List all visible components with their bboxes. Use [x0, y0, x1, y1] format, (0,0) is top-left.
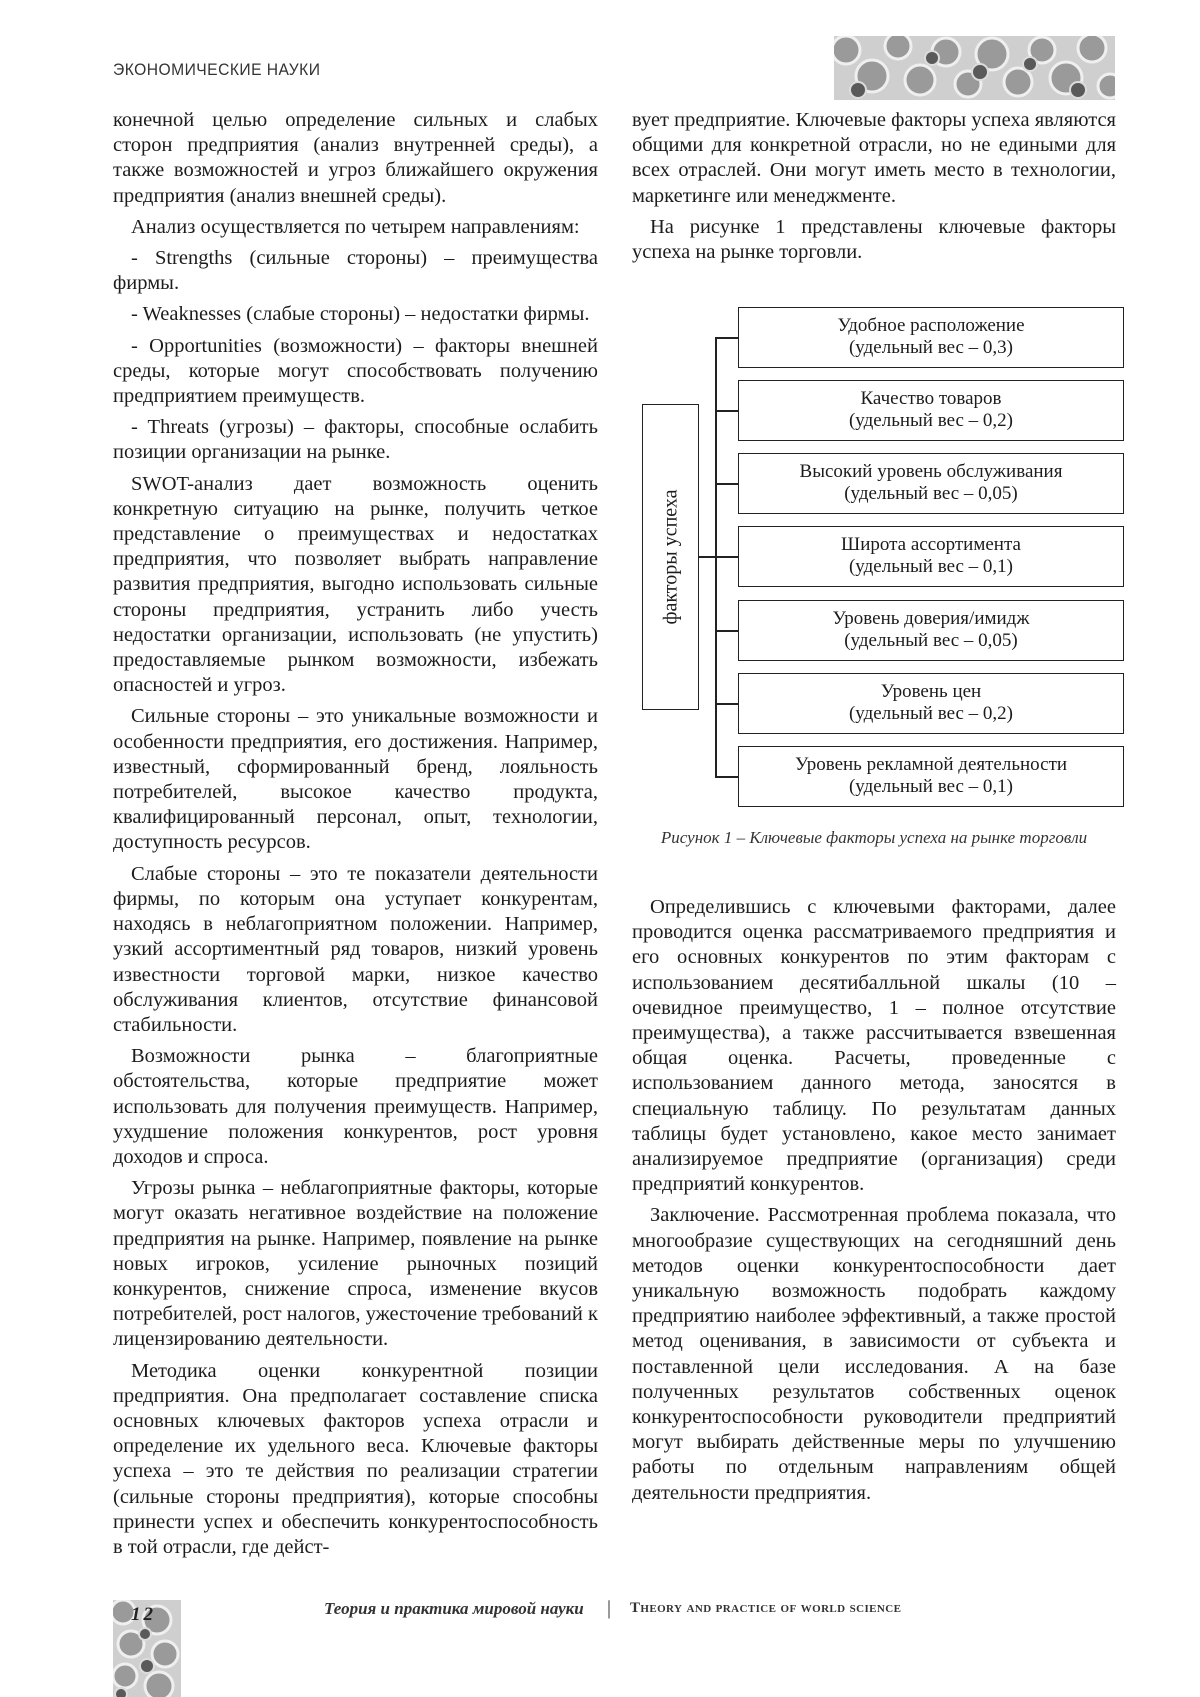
connector-line [715, 776, 738, 778]
factor-name: Уровень доверия/имидж [832, 608, 1030, 629]
list-item: - Threats (угрозы) – факторы, способные ослабить позиции организации на рынке. [113, 416, 598, 464]
factor-box [738, 453, 1124, 514]
connector-line [715, 410, 738, 412]
paragraph: Заключение. Рассмотренная проблема показала, что многообразие существующих на сегодняшний день методов оценки конкурентоспособности дает уникальную возможность подобрать каждому предприятию наиболее эффективный, а также простой метод оценивания, в зависимости от субъекта и поставленной цели исследования. А на базе полученных результатов собственных оценок конкурентоспособности руководители предприятий могут выбирать действенные меры по улучшению работы по отдельным направлениям общей деятельности предприятия. [632, 1204, 1116, 1504]
factor-weight: (удельный вес – 0,2) [848, 410, 1013, 431]
factor-box [738, 526, 1124, 587]
header-decorative-pattern [834, 36, 1115, 100]
right-column-top [632, 108, 1116, 271]
paragraph: Анализ осуществляется по четырем направлениям: [131, 215, 580, 238]
factor-weight: (удельный вес – 0,05) [844, 630, 1018, 651]
connector-line [715, 337, 738, 339]
factor-box [738, 380, 1124, 441]
list-item: - Weaknesses (слабые стороны) – недостатки фирмы. [131, 303, 590, 326]
connector-line [699, 556, 715, 558]
list-item: - Opportunities (возможности) – факторы внешней среды, которые могут способствовать получению предприятием преимуществ. [113, 334, 598, 408]
paragraph: Слабые стороны – это те показатели деятельности фирмы, по которым она уступает конкурентам, находясь в неблагоприятном положении. Например, узкий ассортиментный ряд товаров, низкий уровень известности торговой марки, низкое качество обслуживания клиентов, отсутствие финансовой стабильности. [113, 862, 598, 1036]
left-column [113, 108, 598, 1566]
factor-box [738, 600, 1124, 661]
factor-box [738, 746, 1124, 807]
footer-separator: | [607, 1597, 612, 1619]
factor-name: Широта ассортимента [841, 534, 1021, 555]
factor-box [738, 307, 1124, 368]
diagram-root-label: факторы успеха [659, 489, 681, 625]
figure-caption: Рисунок 1 – Ключевые факторы успеха на рынке торговли [660, 828, 1088, 847]
paragraph: Угрозы рынка – неблагоприятные факторы, которые могут оказать негативное воздействие на положение предприятия на рынке. Например, появление на рынке новых игроков, усиление рыночных позиций конкурентов, снижение спроса, изменение вкусов потребителей, рост налогов, ужесточение требований к лицензированию деятельности. [113, 1177, 598, 1351]
list-item: - Strengths (сильные стороны) – преимущества фирмы. [113, 247, 598, 295]
factor-weight: (удельный вес – 0,3) [848, 337, 1013, 358]
factor-weight: (удельный вес – 0,05) [844, 483, 1018, 504]
factor-name: Уровень рекламной деятельности [794, 754, 1068, 775]
diagram-root-box [642, 404, 699, 710]
paragraph: SWOT-анализ дает возможность оценить конкретную ситуацию на рынке, получить четкое представление о преимуществах и недостатках предприятия, что позволяет выбрать направление развития предприятия, выгодно использовать сильные стороны предприятия, устранить либо учесть недостатки организации, использовать (не упустить) предоставляемые рынком возможности, избежать опасностей и угроз. [113, 472, 598, 697]
connector-line [715, 556, 738, 558]
connector-line [715, 703, 738, 705]
factor-weight: (удельный вес – 0,1) [848, 776, 1013, 797]
paragraph: Возможности рынка – благоприятные обстоятельства, которые предприятие может использовать для получения преимуществ. Например, ухудшение положения конкурентов, рост уровня доходов и спроса. [113, 1045, 598, 1168]
connector-line [715, 483, 738, 485]
right-column-bottom [632, 895, 1116, 1512]
page-number: 12 [131, 1604, 156, 1625]
factor-weight: (удельный вес – 0,1) [848, 556, 1013, 577]
paragraph: Методика оценки конкурентной позиции предприятия. Она предполагает составление списка основных ключевых факторов успеха отрасли и определение их удельного веса. Ключевые факторы успеха – это те действия по реализации стратегии (сильные стороны предприятия), которые способны принести успех и обеспечить конкурентоспособность в той отрасли, где дейст- [113, 1359, 598, 1558]
factor-name: Удобное расположение [837, 315, 1025, 336]
connector-line [715, 630, 738, 632]
paragraph: Определившись с ключевыми факторами, далее проводится оценка рассматриваемого предприятия и его основных конкурентов по этим факторам с использованием десятибалльной шкалы (10 – очевидное преимущество, 1 – полное отсутствие преимущества), а также рассчитывается взвешенная общая оценка. Расчеты, проведенные с использованием данного метода, заносятся в специальную таблицу. По результатам данных таблицы будет установлено, какое место занимает анализируемое предприятие (организация) среди предприятий конкурентов. [632, 896, 1116, 1196]
factor-name: Высокий уровень обслуживания [799, 461, 1063, 482]
paragraph: конечной целью определение сильных и слабых сторон предприятия (анализ внутренней среды), а также возможностей и угроз ближайшего окружения предприятия (анализ внешней среды). [113, 109, 598, 207]
section-title: ЭКОНОМИЧЕСКИЕ НАУКИ [113, 60, 321, 79]
paragraph: вует предприятие. Ключевые факторы успеха являются общими для конкретной отрасли, но не едиными для всех отраслей. Они могут иметь место в технологии, маркетинге или менеджменте. [632, 109, 1116, 207]
journal-title-en: Theory and practice of world science [630, 1600, 902, 1616]
paragraph: Сильные стороны – это уникальные возможности и особенности предприятия, его достижения. Например, известный, сформированный бренд, лояльность потребителей, высокое качество продукта, квалифицированный персонал, опыт, технологии, доступность ресурсов. [113, 705, 598, 854]
factor-name: Качество товаров [860, 388, 1002, 409]
journal-title-ru: Теория и практика мировой науки [324, 1599, 584, 1618]
paragraph: На рисунке 1 представлены ключевые факторы успеха на рынке торговли. [632, 215, 1116, 264]
factor-weight: (удельный вес – 0,2) [848, 703, 1013, 724]
factor-name: Уровень цен [880, 681, 982, 702]
key-success-factors-diagram [632, 300, 1132, 820]
factor-box [738, 673, 1124, 734]
